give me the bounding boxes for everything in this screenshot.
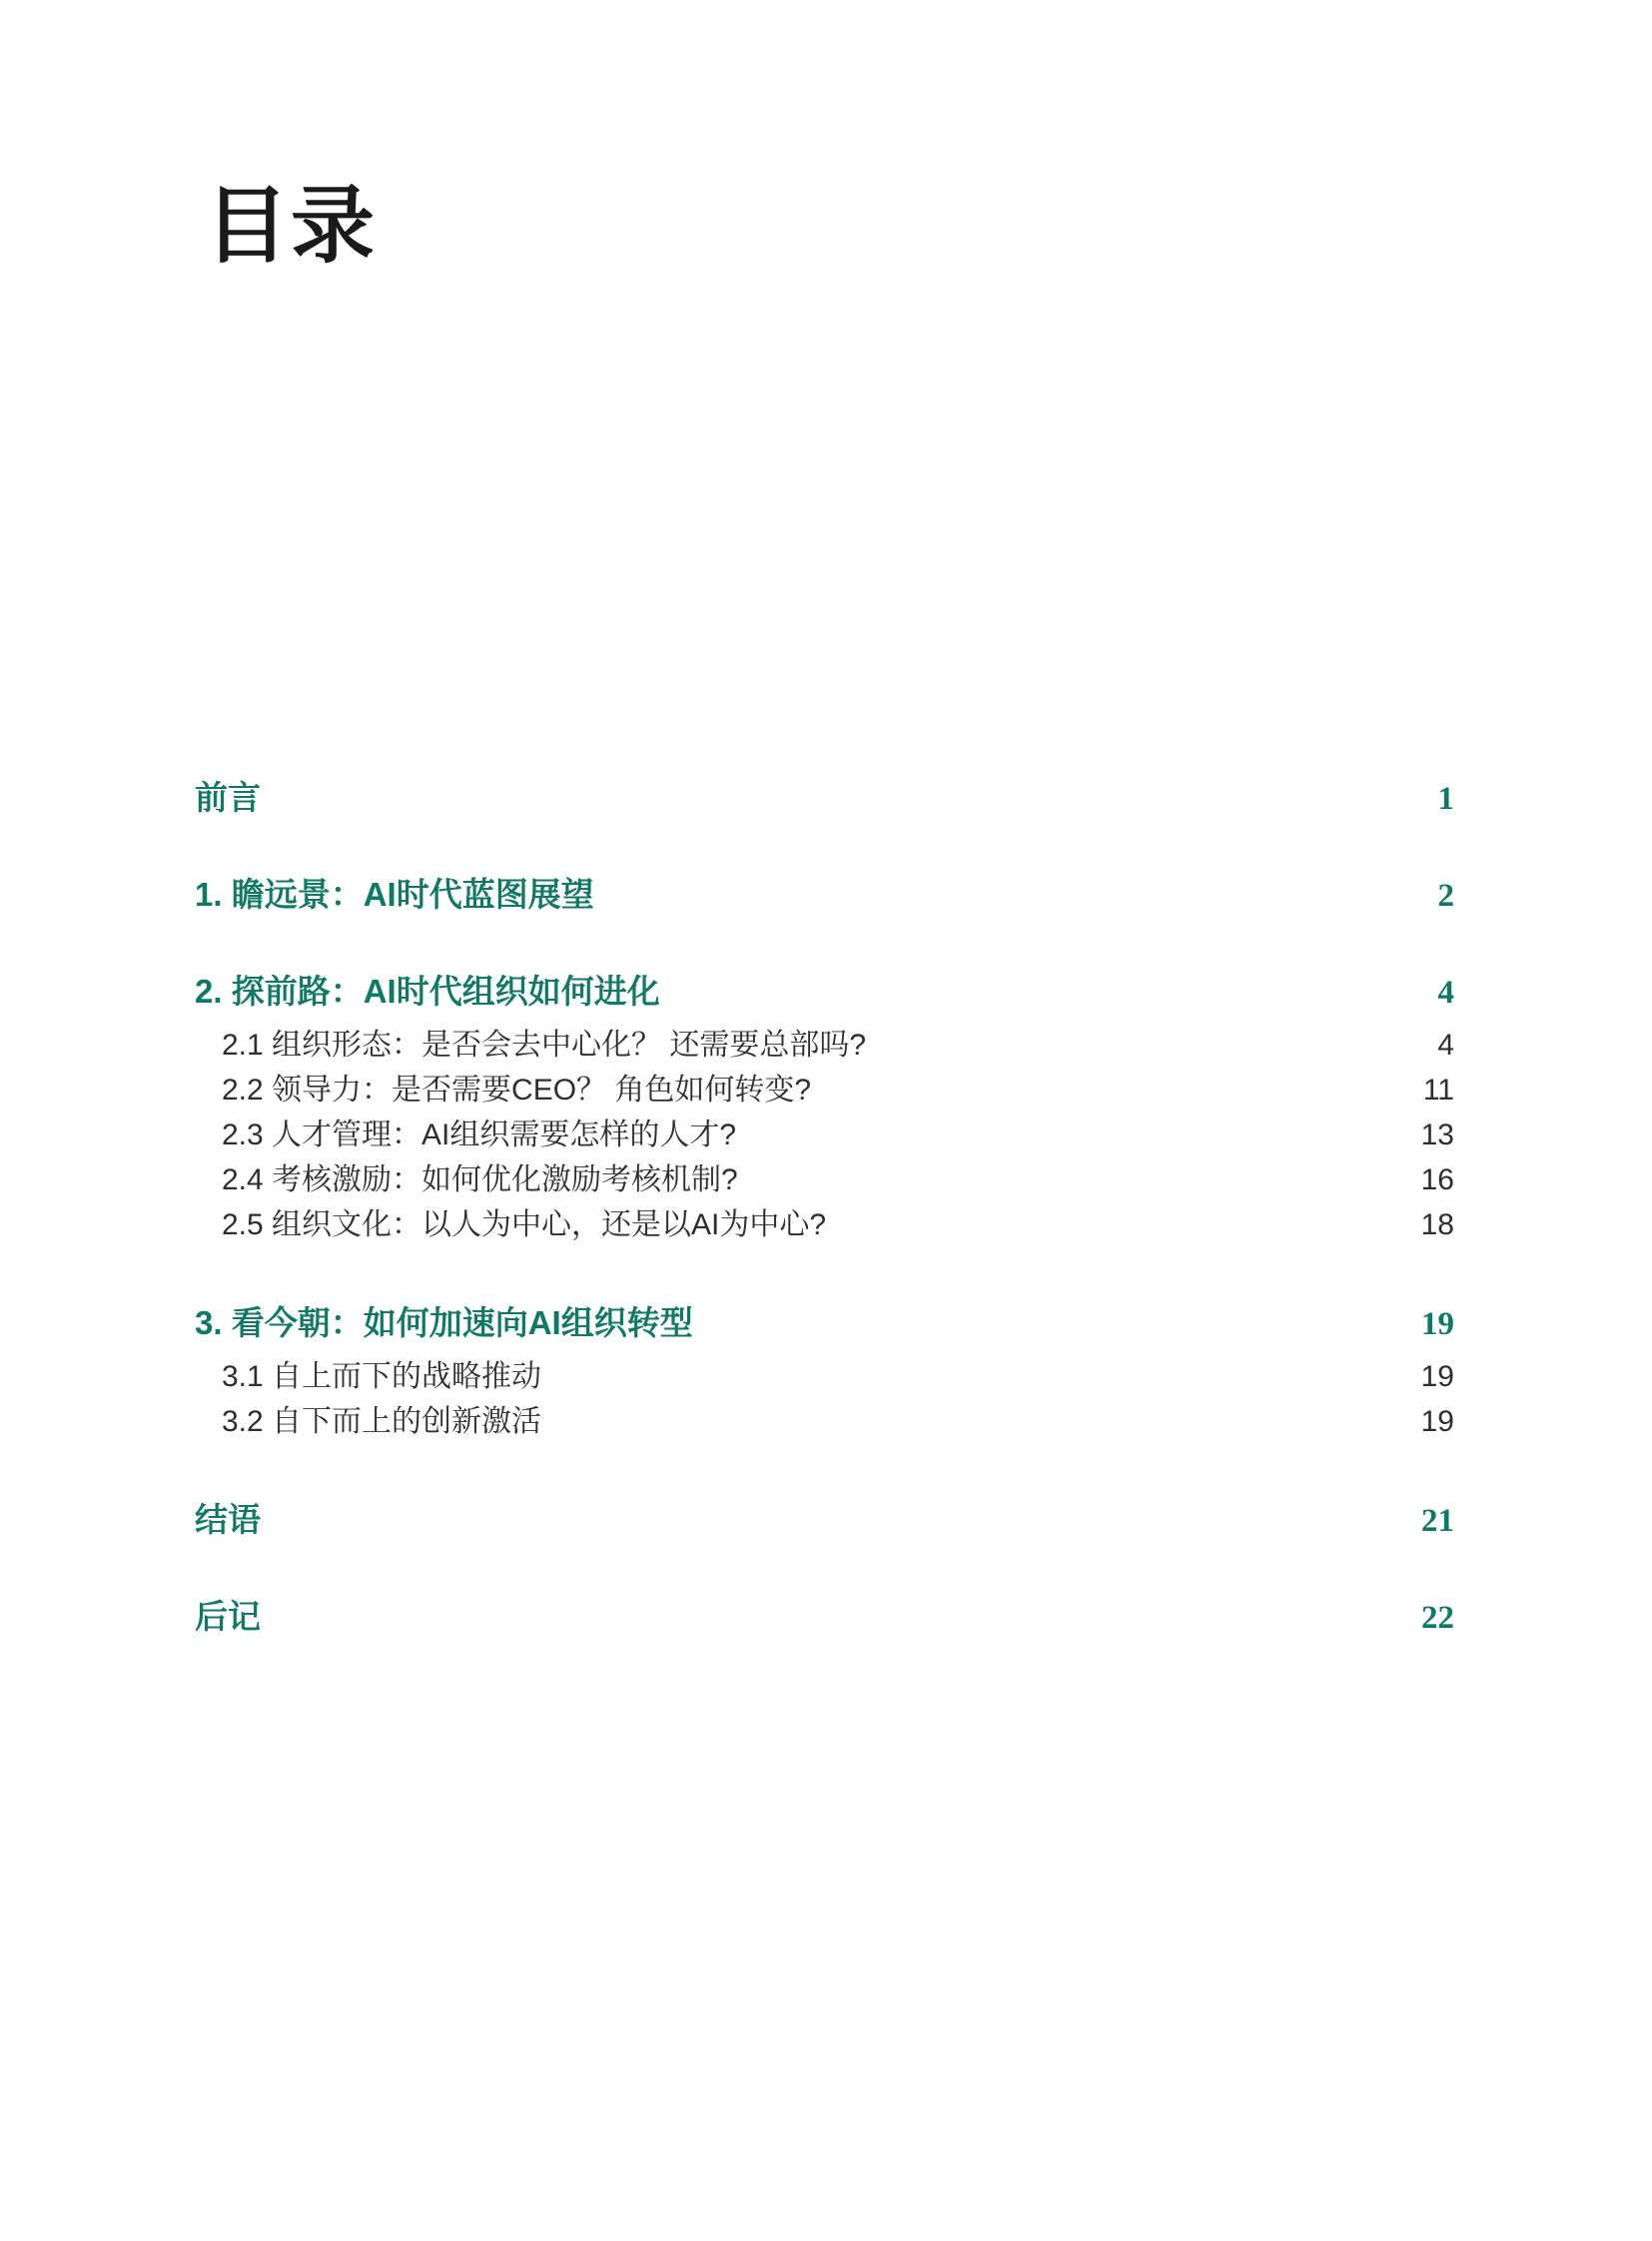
toc-entry[interactable] bbox=[195, 1399, 1454, 1444]
toc-entry[interactable] bbox=[195, 778, 1454, 819]
toc-entry-label: 2.5 组织文化：以人为中心，还是以AI为中心? bbox=[222, 1208, 827, 1241]
toc-entry-page: 13 bbox=[1420, 1119, 1454, 1151]
toc-entry-label: 2. 探前路：AI时代组织如何进化 bbox=[195, 973, 660, 1010]
toc-entry-label: 3.1 自上而下的战略推动 bbox=[222, 1360, 542, 1393]
toc-entry-page: 11 bbox=[1422, 1074, 1454, 1107]
toc-entry[interactable] bbox=[195, 1597, 1454, 1638]
toc-entry-label: 1. 瞻远景：AI时代蓝图展望 bbox=[195, 876, 594, 913]
toc-entry-label: 结语 bbox=[195, 1501, 261, 1538]
toc-entry-label: 3.2 自下而上的创新激活 bbox=[222, 1405, 542, 1438]
toc-entry[interactable] bbox=[195, 1068, 1454, 1113]
toc-entry-label: 2.3 人才管理：AI组织需要怎样的人才? bbox=[222, 1119, 737, 1151]
toc-entry-label: 2.2 领导力：是否需要CEO？ 角色如何转变? bbox=[222, 1074, 812, 1107]
toc-entry-page: 18 bbox=[1420, 1208, 1454, 1241]
toc-entry-page: 4 bbox=[1437, 1029, 1454, 1062]
toc-entry-page: 4 bbox=[1437, 975, 1454, 1011]
toc-entry-label: 后记 bbox=[195, 1598, 261, 1635]
toc-entry-page: 22 bbox=[1421, 1600, 1454, 1636]
toc-entry-page: 2 bbox=[1437, 878, 1454, 914]
toc-entry-page: 1 bbox=[1437, 781, 1454, 817]
toc-entry-page: 19 bbox=[1420, 1360, 1454, 1393]
toc-list bbox=[195, 778, 1454, 1638]
toc-entry-label: 2.4 考核激励：如何优化激励考核机制? bbox=[222, 1163, 738, 1196]
toc-entry[interactable] bbox=[195, 1023, 1454, 1068]
toc-entry-page: 21 bbox=[1421, 1503, 1454, 1539]
toc-entry[interactable] bbox=[195, 1113, 1454, 1157]
toc-entry[interactable] bbox=[195, 1303, 1454, 1344]
toc-entry[interactable] bbox=[195, 1500, 1454, 1541]
toc-entry-page: 16 bbox=[1420, 1163, 1454, 1196]
toc-entry-label: 前言 bbox=[195, 779, 261, 816]
toc-entry-page: 19 bbox=[1421, 1306, 1454, 1342]
toc-entry[interactable] bbox=[195, 1354, 1454, 1399]
toc-entry[interactable] bbox=[195, 875, 1454, 916]
toc-entry[interactable] bbox=[195, 1157, 1454, 1202]
toc-entry[interactable] bbox=[195, 1202, 1454, 1247]
page-title: 目录 bbox=[205, 181, 378, 274]
toc-entry[interactable] bbox=[195, 972, 1454, 1013]
toc-entry-label: 3. 看今朝：如何加速向AI组织转型 bbox=[195, 1304, 693, 1341]
toc-entry-label: 2.1 组织形态：是否会去中心化？ 还需要总部吗? bbox=[222, 1029, 867, 1062]
toc-entry-page: 19 bbox=[1420, 1405, 1454, 1438]
